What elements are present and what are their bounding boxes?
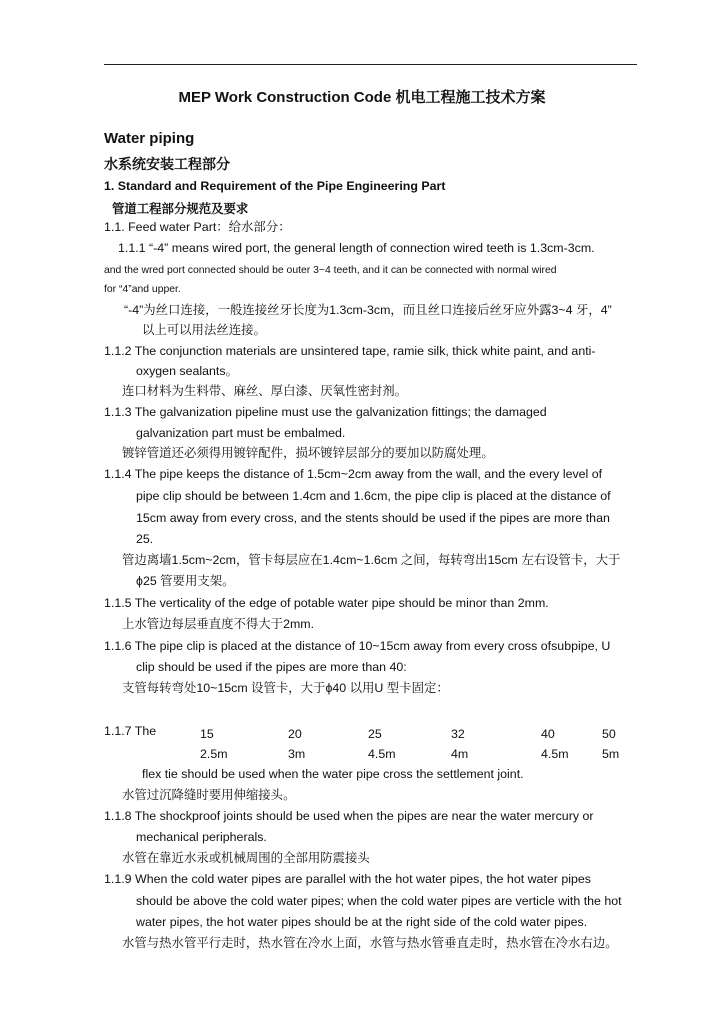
- item-118-zh-1: 水管在靠近水汞或机械周围的全部用防震接头: [122, 851, 370, 865]
- item-113-en-1: 1.1.3 The galvanization pipeline must use the galvanization fittings; the damaged: [104, 405, 547, 419]
- table-cell: 40: [541, 727, 555, 741]
- table-cell: 50: [602, 727, 616, 741]
- item-112-en-2: oxygen sealants。: [136, 364, 238, 378]
- item-114-en-1: 1.1.4 The pipe keeps the distance of 1.5cm~2cm away from the wall, and the every level of: [104, 467, 603, 481]
- item-116-en-2: clip should be used if the pipes are more than 40:: [136, 660, 407, 674]
- top-rule: [104, 64, 637, 65]
- item-114-en-2: pipe clip should be between 1.4cm and 1.6cm, the pipe clip is placed at the distance of: [136, 489, 611, 503]
- table-cell: 4.5m: [368, 747, 396, 761]
- item-111-en-3: for “4”and upper.: [104, 284, 181, 295]
- table-row: [200, 744, 632, 764]
- item-113-zh-1: 镀锌管道还必须得用镀锌配件，损坏镀锌层部分的要加以防腐处理。: [122, 446, 494, 460]
- item-112-zh-1: 连口材料为生料带、麻丝、厚白漆、厌氧性密封剂。: [122, 384, 407, 398]
- table-cell: 32: [451, 727, 465, 741]
- subsection-heading-en: 1. Standard and Requirement of the Pipe Engineering Part: [104, 179, 446, 193]
- item-114-zh-2: ϕ25 管要用支架。: [136, 574, 235, 588]
- item-111-en-2: and the wred port connected should be outer 3~4 teeth, and it can be connected with normal wired: [104, 265, 557, 276]
- item-114-zh-1: 管边离墙1.5cm~2cm，管卡每层应在1.4cm~1.6cm 之间，每转弯出15cm 左右设管卡，大于: [122, 553, 621, 567]
- table-cell: 4.5m: [541, 747, 569, 761]
- item-111-zh-1: “-4”为丝口连接，一般连接丝牙长度为1.3cm-3cm，而且丝口连接后丝牙应外露3~4 牙，4”: [124, 303, 612, 317]
- item-119-zh-1: 水管与热水管平行走时，热水管在冷水上面，水管与热水管垂直走时，热水管在冷水右边。: [122, 936, 618, 950]
- table-cell: 4m: [451, 747, 469, 761]
- table-cell: 3m: [288, 747, 306, 761]
- table-cell: 20: [288, 727, 302, 741]
- item-116-en-1: 1.1.6 The pipe clip is placed at the distance of 10~15cm away from every cross ofsubpipe, U: [104, 639, 611, 653]
- item-114-en-3: 15cm away from every cross, and the stents should be used if the pipes are more than: [136, 511, 610, 525]
- item-119-en-1: 1.1.9 When the cold water pipes are parallel with the hot water pipes, the hot water pipes: [104, 872, 591, 886]
- item-111-zh-2: 以上可以用法丝连接。: [142, 323, 266, 337]
- section-heading-en: Water piping: [104, 130, 195, 147]
- item-117-label: 1.1.7 The: [104, 724, 157, 738]
- item-116-zh-1: 支管每转弯处10~15cm 设管卡，大于ϕ40 以用U 型卡固定：: [122, 681, 449, 695]
- item-111-en-1: 1.1.1 “-4” means wired port, the general length of connection wired teeth is 1.3cm-3cm.: [118, 241, 595, 255]
- pipe-spacing-table: [200, 724, 632, 764]
- item-119-en-3: water pipes, the hot water pipes should be at the right side of the cold water pipes.: [136, 915, 588, 929]
- table-cell: 15: [200, 727, 214, 741]
- subsection-heading-zh: 管道工程部分规范及要求: [112, 202, 249, 216]
- item-117-zh-1: 水管过沉降缝时要用伸缩接头。: [122, 788, 296, 802]
- table-row: [200, 724, 632, 744]
- item-118-en-1: 1.1.8 The shockproof joints should be used when the pipes are near the water mercury or: [104, 809, 594, 823]
- item-112-en-1: 1.1.2 The conjunction materials are unsintered tape, ramie silk, thick white paint, and anti-: [104, 344, 596, 358]
- document-title: MEP Work Construction Code 机电工程施工技术方案: [178, 89, 546, 106]
- item-114-en-4: 25.: [136, 532, 154, 546]
- section-heading-zh: 水系统安装工程部分: [104, 156, 230, 172]
- table-cell: 25: [368, 727, 382, 741]
- table-cell: 5m: [602, 747, 620, 761]
- item-118-en-2: mechanical peripherals.: [136, 830, 267, 844]
- feed-water-heading: 1.1. Feed water Part：给水部分：: [104, 220, 291, 234]
- item-113-en-2: galvanization part must be embalmed.: [136, 426, 346, 440]
- table-cell: 2.5m: [200, 747, 228, 761]
- item-115-zh-1: 上水管边每层垂直度不得大于2mm.: [122, 617, 315, 631]
- item-115-en-1: 1.1.5 The verticality of the edge of potable water pipe should be minor than 2mm.: [104, 596, 549, 610]
- item-119-en-2: should be above the cold water pipes; when the cold water pipes are verticle with the hot: [136, 894, 622, 908]
- item-117-en-2: flex tie should be used when the water pipe cross the settlement joint.: [142, 767, 524, 781]
